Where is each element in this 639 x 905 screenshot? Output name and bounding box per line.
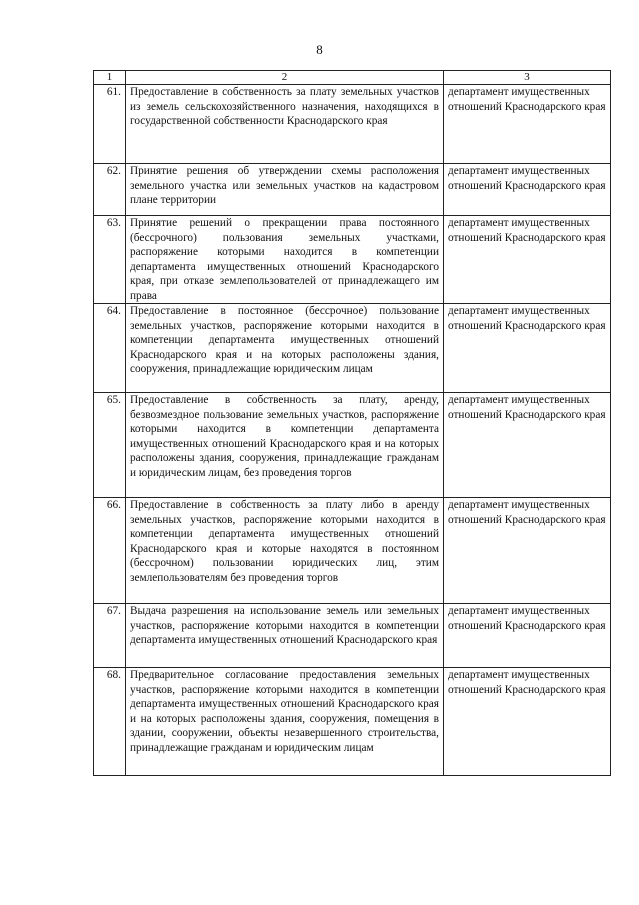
column-header-2: 2 — [126, 71, 444, 85]
service-name: Выдача разрешения на использование земель или земельных участков, распоряжение которыми находится в компетенции департамента имущественных отношений Краснодарского края — [126, 604, 444, 668]
table-row — [94, 85, 611, 164]
row-number: 62. — [94, 164, 126, 216]
row-number: 67. — [94, 604, 126, 668]
page-number: 8 — [316, 42, 323, 57]
service-name: Предварительное согласование предоставления земельных участков, распоряжение которыми находится в компетенции департамента имущественных отношений Краснодарского края и на которых расположены здания, сооружения, помещения в здании, сооружении, объекты незавершенного строительства, принадлежащие гражданам и юридическим лицам — [126, 668, 444, 776]
row-number: 63. — [94, 216, 126, 304]
row-number: 68. — [94, 668, 126, 776]
responsible-department: департамент имущественных отношений Краснодарского края — [444, 604, 611, 668]
table-row — [94, 393, 611, 498]
column-header-3: 3 — [444, 71, 611, 85]
table-row — [94, 216, 611, 304]
responsible-department: департамент имущественных отношений Краснодарского края — [444, 216, 611, 304]
service-name: Предоставление в собственность за плату, аренду, безвозмездное пользование земельных участков, распоряжение которыми находится в компетенции департамента имущественных отношений Краснодарского края и на которых расположены здания, сооружения, принадлежащие гражданам и юридическим лицам, без проведения торгов — [126, 393, 444, 498]
row-number: 61. — [94, 85, 126, 164]
responsible-department: департамент имущественных отношений Краснодарского края — [444, 85, 611, 164]
service-name: Предоставление в постоянное (бессрочное) пользование земельных участков, распоряжение которыми находится в компетенции департамента имущественных отношений Краснодарского края и на которых расположены здания, сооружения, принадлежащие юридическим лицам — [126, 304, 444, 393]
row-number: 64. — [94, 304, 126, 393]
table-row — [94, 668, 611, 776]
row-number: 65. — [94, 393, 126, 498]
responsible-department: департамент имущественных отношений Краснодарского края — [444, 164, 611, 216]
service-name: Предоставление в собственность за плату либо в аренду земельных участков, распоряжение которыми находится в компетенции департамента имущественных отношений Краснодарского края и которые находятся в постоянном (бессрочном) пользовании юридических лиц, этим землепользователям без проведения торгов — [126, 498, 444, 604]
responsible-department: департамент имущественных отношений Краснодарского края — [444, 498, 611, 604]
responsible-department: департамент имущественных отношений Краснодарского края — [444, 393, 611, 498]
row-number: 66. — [94, 498, 126, 604]
column-header-1: 1 — [94, 71, 126, 85]
table-row — [94, 304, 611, 393]
responsible-department: департамент имущественных отношений Краснодарского края — [444, 668, 611, 776]
service-name: Предоставление в собственность за плату земельных участков из земель сельскохозяйственного назначения, находящихся в государственной собственности Краснодарского края — [126, 85, 444, 164]
table-header-row — [94, 71, 611, 85]
service-name: Принятие решений о прекращении права постоянного (бессрочного) пользования земельных участками, распоряжение которыми находится в компетенции департамента имущественных отношений Краснодарского края, при отказе землепользователей от принадлежащего им права — [126, 216, 444, 304]
table-row — [94, 164, 611, 216]
service-name: Принятие решения об утверждении схемы расположения земельного участка или земельных участков на кадастровом плане территории — [126, 164, 444, 216]
table-row — [94, 604, 611, 668]
responsible-department: департамент имущественных отношений Краснодарского края — [444, 304, 611, 393]
table-row — [94, 498, 611, 604]
services-table — [93, 70, 611, 776]
